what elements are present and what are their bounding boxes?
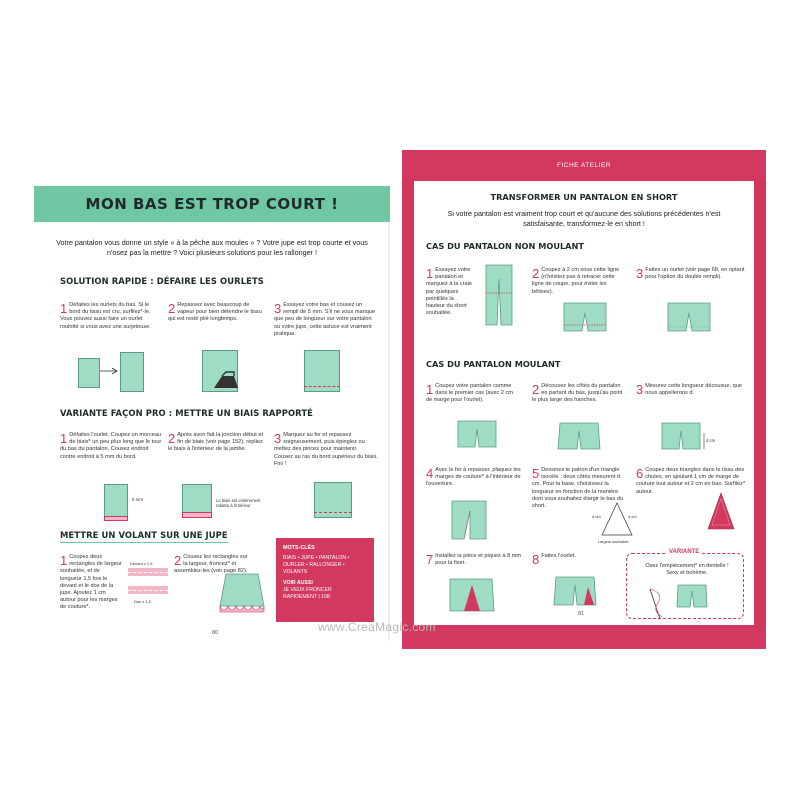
pro-step-1 — [60, 432, 164, 461]
step-number: 1 — [60, 553, 68, 568]
nonfit-step-2 — [532, 267, 628, 296]
step-text: Coupez votre pantalon comme dans le premier cas (avec 2 cm de marge pour l'ourlet). — [426, 383, 513, 404]
step-number: 1 — [426, 382, 434, 397]
variant-text: Osez l'empiècement* en dentelle ! Sexy et bohème. — [645, 563, 729, 576]
quick-step-3 — [274, 302, 378, 338]
section-title-fitted: CAS DU PANTALON MOULANT — [426, 359, 561, 369]
step-text: Coupez deux rectangles de largeur souhaitée, et de longueur 1,5 fois le devant et le dos de la jupe. Ajoutez 1 cm autour pour les marges de couture*. — [60, 554, 122, 611]
fit-step-3 — [636, 383, 746, 397]
step-number: 2 — [168, 431, 176, 446]
annotation-5mm: 5 mm — [132, 497, 143, 502]
see-also-line: RAPIDEMENT | 108 — [283, 594, 330, 600]
step-text: Après avoir fait la jonction début et fin de biais (voir page 152), repliez le biais à l'intérieur de la jambe. — [168, 432, 264, 453]
hemmed-shorts-illustration — [666, 303, 712, 337]
trousers-illustration — [484, 265, 514, 327]
step-number: 3 — [274, 431, 282, 446]
step-text: Coupez à 2 cm sous cette ligne (n'hésitez pas à retracer cette ligne de coupe, pour éviter les bêtises). — [532, 267, 620, 295]
fit-step-1 — [426, 383, 516, 405]
step-number: 4 — [426, 466, 434, 481]
cut-shorts-illustration — [562, 303, 608, 337]
fit-step-6 — [636, 467, 746, 496]
left-page — [34, 186, 390, 641]
lace-shorts-illustration — [676, 585, 710, 613]
nonfit-step-3 — [636, 267, 746, 281]
needle-thread-icon — [646, 587, 666, 623]
step-number: 1 — [426, 266, 434, 281]
ruffle-step-2 — [174, 554, 250, 576]
keywords-title: MOTS-CLÉS — [283, 545, 315, 551]
left-intro: Votre pantalon vous donne un style « à la pêche aux moules » ? Votre jupe est trop courte et vous n'osez pas la mettre ? Voici plusieurs solutions pour les rallonger ! — [56, 238, 368, 257]
step-text: Faites un ourlet (voir page 68, en optant pour l'option du double rempli). — [645, 267, 745, 281]
step-text: Installez la pièce et piquez à 8 mm pour la fixer. — [435, 553, 522, 567]
step-number: 2 — [532, 382, 540, 397]
annotation-d-cm: d cm — [706, 438, 716, 443]
step-number: 3 — [274, 301, 282, 316]
step-number: 2 — [168, 301, 176, 316]
quick-step-1 — [60, 302, 160, 331]
section-title-non-fitted: CAS DU PANTALON NON MOULANT — [426, 241, 584, 251]
step-text: Marquez au fer et repassez soigneusement, puis épinglez ou mettez des pinces pour maintenir. Cousez au ras du bord supérieur du biais. Fini ! — [274, 432, 378, 467]
fit-step-4 — [426, 467, 522, 489]
triangle-pattern-illustration — [600, 503, 634, 539]
quick-step-2 — [168, 302, 268, 324]
nonfit-step-1 — [426, 267, 474, 317]
fit-step-7 — [426, 553, 522, 567]
annotation-bias-inside: Le biais est entièrement rabattu à l'intérieur — [216, 498, 261, 508]
finished-shorts-illustration — [554, 577, 598, 613]
annotation-d-cm-left: d cm — [592, 514, 601, 519]
step-number: 6 — [636, 466, 644, 481]
section-title-quick: SOLUTION RAPIDE : DÉFAIRE LES OURLETS — [60, 276, 264, 286]
ruffle-step-1 — [60, 554, 122, 612]
page-number-left: 80 — [212, 630, 219, 636]
step-number: 7 — [426, 552, 434, 567]
step-text: Repassez avec beaucoup de vapeur pour bien détendre le tissu qui est resté plié longtemps. — [168, 302, 262, 323]
right-page-title: TRANSFORMER UN PANTALON EN SHORT — [490, 192, 678, 202]
fit-shorts-1-illustration — [456, 421, 498, 455]
keywords-line: BIAIS • JUPE • PANTALON • — [283, 555, 350, 561]
step-number: 2 — [532, 266, 540, 281]
see-also-line: JE VEUX FRONCER — [283, 587, 332, 593]
right-intro: Si votre pantalon est vraiment trop court et qu'aucune des solutions précédentes n'est satisfaisante, transformez-le en short ! — [447, 209, 721, 228]
pressed-seam-illustration — [452, 501, 488, 541]
annotation-d-cm-right: d cm — [628, 514, 637, 519]
step-text: Défaites les ourlets du bas. Si le bord du tissu est cru, surfilez*-le. Vous pouvez aussi faire un ourlet roulotté si vous avez une surjeteuse. — [60, 302, 151, 330]
step-text: Décousez les côtés du pantalon en partant du bas, jusqu'au point le plus large des hanches. — [532, 383, 623, 404]
annotation-back: Dos x 1,5 — [134, 599, 151, 604]
ruffled-skirt-illustration — [218, 574, 266, 618]
fabric-triangle-illustration — [706, 493, 736, 533]
pro-step-3 — [274, 432, 378, 468]
fit-shorts-3-illustration — [660, 423, 710, 457]
step-text: Avec le fer à repasser, plaquez les marges de couture* à l'intérieur de l'ouverture. — [426, 467, 521, 488]
watermark: www.CreaMagic.com — [318, 620, 436, 634]
fit-shorts-2-illustration — [558, 423, 600, 457]
fit-step-8 — [532, 553, 612, 566]
step-text: Mesurez cette longueur décousue, que nous appellerons d. — [645, 383, 742, 397]
step-number: 5 — [532, 466, 540, 481]
step-number: 2 — [174, 553, 182, 568]
step-text: Défaites l'ourlet. Coupez un morceau de biais* un peu plus long que le tour du bas du pantalon. Cousez endroit contre endroit à 5 mm du bord. — [60, 432, 162, 460]
annotation-desired-width: Largeur souhaitée — [598, 540, 629, 544]
insert-piece-illustration — [448, 579, 496, 615]
step-text: Faites l'ourlet. — [541, 553, 576, 559]
annotation-front: Devant x 1,5 — [130, 561, 153, 566]
fit-step-2 — [532, 383, 628, 405]
variant-tag: VARIANTE — [666, 549, 702, 555]
step-number: 8 — [532, 552, 540, 567]
keywords-line: VOLANTS — [283, 569, 308, 575]
step-text: Essayez votre pantalon et marquez à la craie par quelques pointillés la hauteur du short souhaitée. — [426, 267, 473, 317]
step-text: Essayez votre bas et cousez un rempli de 5 mm. S'il ne vous manque que peu de longueur sur votre pantalon ou votre jupe, cette astuce est vraiment pratique. — [274, 302, 376, 337]
step-text: Coupez deux triangles dans le tissu des chutes, en ajoutant 1 cm de marge de couture tout autour et 2 cm en bas. Surfilez* autour. — [636, 467, 746, 495]
section-title-ruffle: METTRE UN VOLANT SUR UNE JUPE — [60, 530, 228, 543]
section-title-pro: VARIANTE FAÇON PRO : METTRE UN BIAIS RAPPORTÉ — [60, 408, 313, 418]
page-number-right: 81 — [578, 611, 585, 617]
step-number: 3 — [636, 382, 644, 397]
left-title-banner — [34, 186, 390, 222]
pro-step-2 — [168, 432, 268, 454]
fiche-atelier-label: FICHE ATELIER — [556, 162, 612, 169]
left-page-title: MON BAS EST TROP COURT ! — [85, 195, 339, 213]
right-page — [414, 181, 754, 625]
step-text: Dessinez le patron d'un triangle isocèle : deux côtés mesurent d cm. Pour la base, choisissez la longueur en fonction de la manière dont vous souhaitez élargir le bas du short. — [532, 467, 624, 510]
step-number: 1 — [60, 301, 68, 316]
step-number: 1 — [60, 431, 68, 446]
see-also-title: VOIR AUSSI — [283, 580, 313, 586]
keywords-line: OURLER • RALLONGER • — [283, 562, 345, 568]
keywords-box — [276, 538, 374, 622]
step-text: Cousez les rectangles sur la largeur, froncez* et assemblez-les (voir page 82). — [174, 554, 248, 575]
step-number: 3 — [636, 266, 644, 281]
